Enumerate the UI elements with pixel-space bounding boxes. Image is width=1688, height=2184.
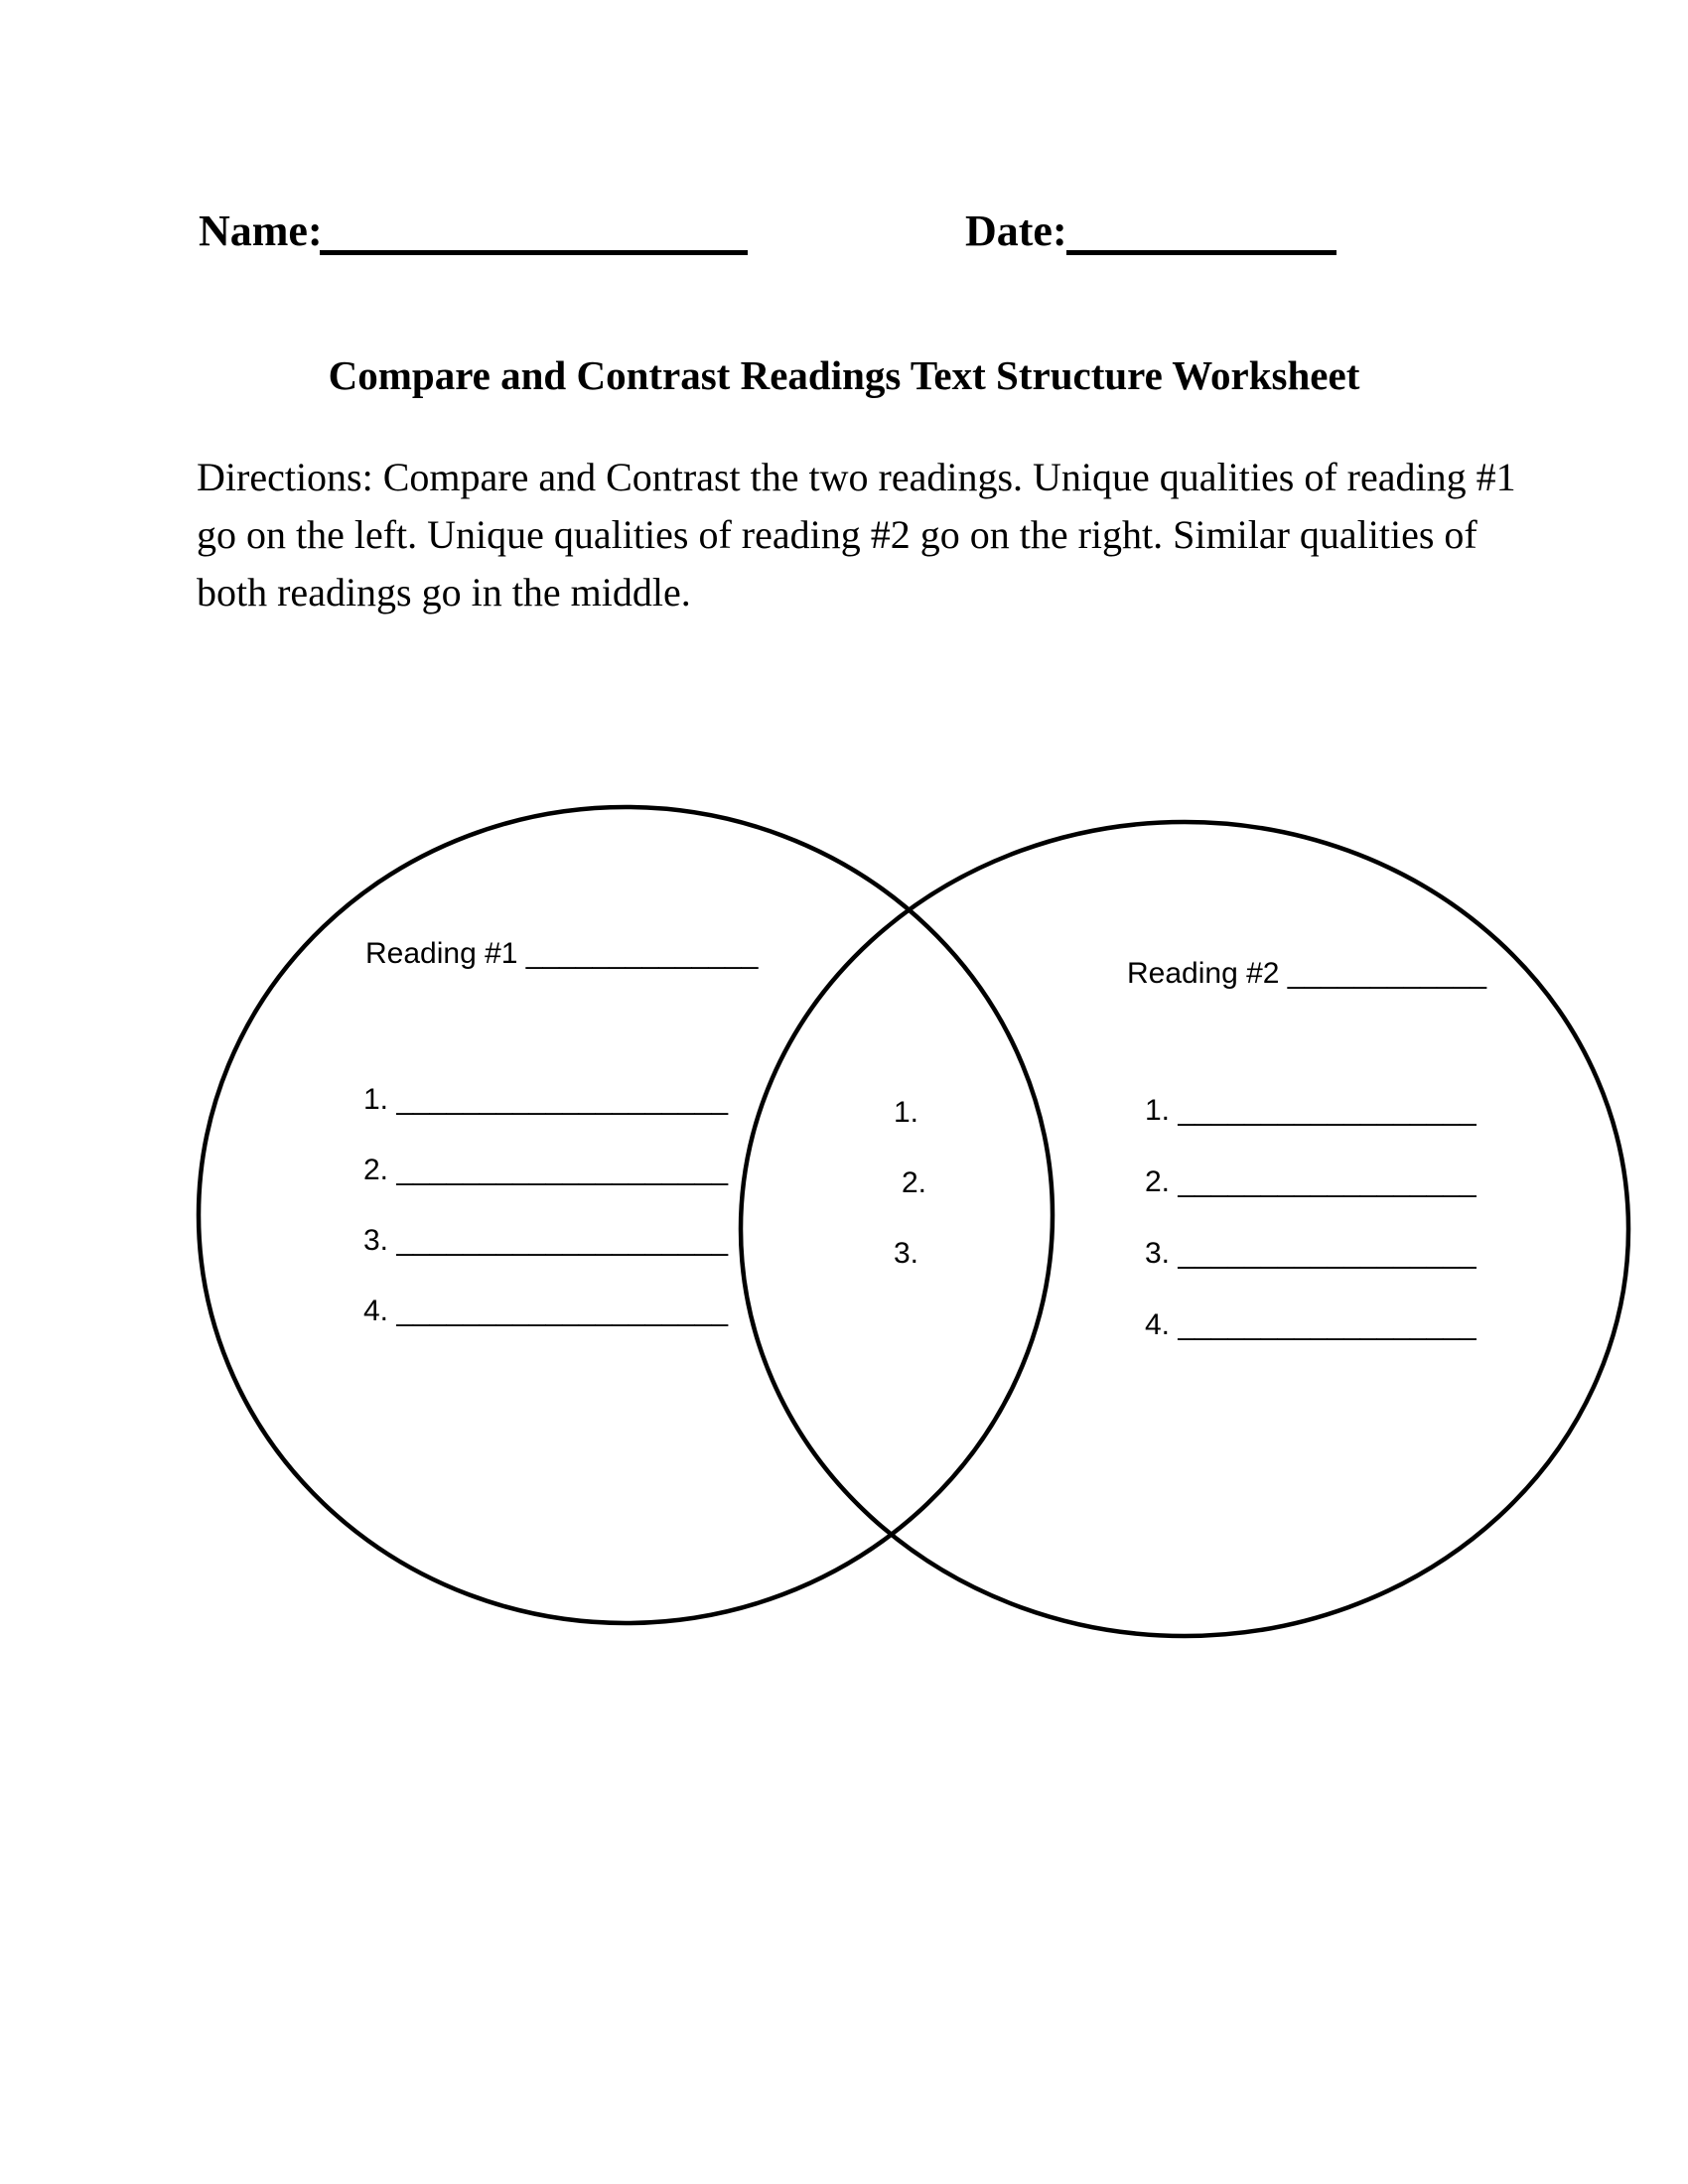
overlap-item-2: 2. bbox=[902, 1166, 927, 1199]
page-title: Compare and Contrast Readings Text Structure Worksheet bbox=[328, 352, 1360, 398]
overlap-item-1: 1. bbox=[894, 1096, 919, 1129]
reading1-item-1: 1. ____________________ bbox=[363, 1083, 729, 1116]
reading1-item-2: 2. ____________________ bbox=[363, 1154, 729, 1186]
reading1-item-4: 4. ____________________ bbox=[363, 1295, 729, 1327]
date-label: Date: bbox=[965, 206, 1067, 255]
reading2-item-4: 4. __________________ bbox=[1145, 1308, 1477, 1341]
reading1-label: Reading #1 ______________ bbox=[365, 937, 759, 970]
directions-line-2: go on the left. Unique qualities of reading #2 go on the right. Similar qualities of bbox=[197, 512, 1477, 557]
directions-line-3: both readings go in the middle. bbox=[197, 570, 691, 614]
reading2-label: Reading #2 ____________ bbox=[1127, 957, 1487, 990]
overlap-list bbox=[894, 1098, 926, 1309]
reading2-item-1: 1. __________________ bbox=[1145, 1094, 1477, 1127]
directions-line-1: Directions: Compare and Contrast the two readings. Unique qualities of reading #1 bbox=[197, 455, 1516, 499]
overlap-item-3: 3. bbox=[894, 1237, 919, 1270]
reading1-item-3: 3. ____________________ bbox=[363, 1224, 729, 1257]
name-label: Name: bbox=[199, 206, 323, 255]
reading1-list bbox=[363, 1085, 728, 1367]
reading2-list bbox=[1145, 1096, 1477, 1382]
reading2-item-2: 2. __________________ bbox=[1145, 1165, 1477, 1198]
reading2-item-3: 3. __________________ bbox=[1145, 1237, 1477, 1270]
